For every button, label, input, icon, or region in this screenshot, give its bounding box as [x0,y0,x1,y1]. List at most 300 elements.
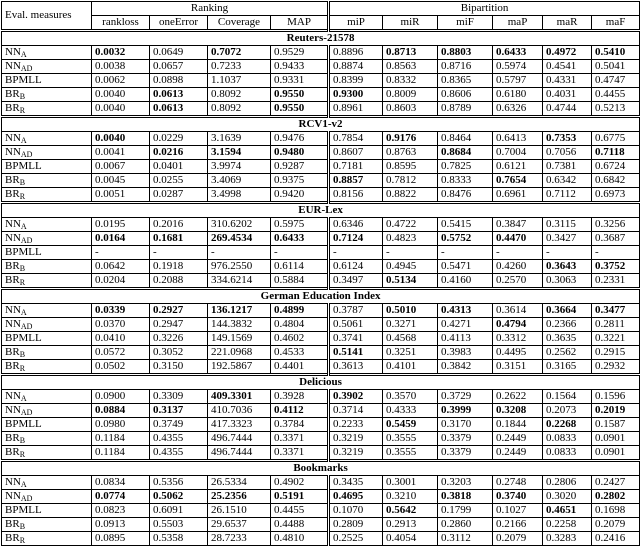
table-cell: 0.3221 [592,332,640,346]
table-cell: - [150,246,208,260]
table-row [2,532,640,546]
table-cell: 0.4313 [438,304,493,318]
table-cell: 976.2550 [208,260,271,274]
table-cell: 0.6180 [493,88,543,102]
table-cell: 0.7181 [329,160,383,174]
method-name: $NN_{AD}$ [2,318,92,332]
table-cell: 0.9287 [271,160,329,174]
table-cell: 0.7056 [543,146,592,160]
method-name: BPMLL [2,332,92,346]
table-cell: 0.8464 [438,132,493,146]
table-cell: 0.6433 [493,46,543,60]
table-cell: 0.3555 [383,432,438,446]
table-cell: 0.7353 [543,132,592,146]
table-row [2,274,640,289]
table-cell: 0.6961 [493,188,543,203]
column-header: miR [383,16,438,31]
table-cell: - [92,246,150,260]
table-row [2,46,640,60]
table-cell: 0.4455 [271,504,329,518]
dataset-name: Bookmarks [2,461,640,476]
table-cell: 0.8789 [438,102,493,117]
table-row [2,102,640,117]
table-cell: 0.8874 [329,60,383,74]
table-cell: 0.4972 [543,46,592,60]
column-header: miF [438,16,493,31]
table-cell: 0.3427 [543,232,592,246]
method-name: BPMLL [2,418,92,432]
table-cell: 0.4455 [592,88,640,102]
table-cell: 0.3741 [329,332,383,346]
table-cell: 0.4031 [543,88,592,102]
column-header: Coverage [208,16,271,31]
table-cell: 0.2622 [493,390,543,404]
table-cell: 0.0980 [92,418,150,432]
table-cell: 0.0884 [92,404,150,418]
table-cell: 3.4069 [208,174,271,188]
table-cell: 0.5134 [383,274,438,289]
table-cell: 0.6433 [271,232,329,246]
table-cell: 0.4804 [271,318,329,332]
method-name: $BR_B$ [2,518,92,532]
table-cell: 0.1681 [150,232,208,246]
table-cell: 0.0572 [92,346,150,360]
table-cell: 3.4998 [208,188,271,203]
table-cell: 0.5459 [383,418,438,432]
table-cell: 0.4902 [271,476,329,490]
table-cell: 0.3379 [438,432,493,446]
table-cell: 0.3001 [383,476,438,490]
table-cell: 0.3150 [150,360,208,375]
table-cell: 0.3983 [438,346,493,360]
table-row [2,476,640,490]
table-cell: 0.2927 [150,304,208,318]
table-cell: - [383,246,438,260]
table-cell: 0.4651 [543,504,592,518]
table-cell: 0.7124 [329,232,383,246]
table-cell: 0.9433 [271,60,329,74]
table-cell: 334.6214 [208,274,271,289]
table-cell: - [271,246,329,260]
table-cell: 0.8763 [383,146,438,160]
table-cell: 417.3323 [208,418,271,432]
table-cell: 0.4568 [383,332,438,346]
table-row [2,188,640,203]
dataset-name: EUR-Lex [2,203,640,218]
table-cell: 0.4355 [150,446,208,461]
table-cell: 0.8156 [329,188,383,203]
table-cell: 0.8803 [438,46,493,60]
table-cell: 0.3497 [329,274,383,289]
table-row [2,346,640,360]
table-cell: 3.1594 [208,146,271,160]
method-name: $BR_R$ [2,274,92,289]
table-cell: 0.3309 [150,390,208,404]
dataset-header-row [2,203,640,218]
table-cell: 0.1698 [592,504,640,518]
table-cell: 310.6202 [208,218,271,232]
table-row [2,304,640,318]
table-cell: 0.4401 [271,360,329,375]
table-cell: 0.1596 [592,390,640,404]
table-cell: 0.9176 [383,132,438,146]
table-cell: 136.1217 [208,304,271,318]
method-name: $BR_B$ [2,346,92,360]
table-cell: 0.2019 [592,404,640,418]
table-cell: 0.3203 [438,476,493,490]
table-cell: 0.0051 [92,188,150,203]
table-cell: 0.8332 [383,74,438,88]
table-row [2,504,640,518]
table-cell: 0.0040 [92,102,150,117]
table-row [2,490,640,504]
table-cell: 0.8961 [329,102,383,117]
table-cell: - [543,246,592,260]
table-cell: 0.8713 [383,46,438,60]
table-cell: 0.5061 [329,318,383,332]
table-cell: 0.3112 [438,532,493,546]
table-cell: 192.5867 [208,360,271,375]
table-cell: 0.7825 [438,160,493,174]
table-cell: 0.6413 [493,132,543,146]
table-cell: 26.5334 [208,476,271,490]
table-cell: 0.7112 [543,188,592,203]
table-row [2,246,640,260]
table-cell: 0.5141 [329,346,383,360]
table-cell: 0.3052 [150,346,208,360]
table-cell: 0.6091 [150,504,208,518]
table-cell: 0.2073 [543,404,592,418]
table-cell: 1.1037 [208,74,271,88]
table-cell: 0.7854 [329,132,383,146]
dataset-name: RCV1-v2 [2,117,640,132]
dataset-header-row [2,117,640,132]
table-cell: 0.2913 [383,518,438,532]
table-row [2,260,640,274]
table-cell: 0.4899 [271,304,329,318]
table-cell: 0.4470 [493,232,543,246]
table-cell: 0.8092 [208,102,271,117]
table-cell: 0.2079 [592,518,640,532]
table-cell: 0.2562 [543,346,592,360]
table-cell: 221.0968 [208,346,271,360]
table-cell: 0.8606 [438,88,493,102]
table-cell: 0.4810 [271,532,329,546]
method-name: BPMLL [2,160,92,174]
table-cell: 0.7812 [383,174,438,188]
table-cell: - [329,246,383,260]
table-cell: 25.2356 [208,490,271,504]
dataset-header-row [2,289,640,304]
table-cell: 0.3256 [592,218,640,232]
table-cell: 0.3435 [329,476,383,490]
table-row [2,232,640,246]
table-cell: 0.0774 [92,490,150,504]
table-cell: 0.8603 [383,102,438,117]
table-row [2,174,640,188]
table-cell: 0.5010 [383,304,438,318]
table-cell: 0.8896 [329,46,383,60]
table-row [2,160,640,174]
table-cell: 0.0045 [92,174,150,188]
table-cell: 0.3643 [543,260,592,274]
table-cell: 0.8684 [438,146,493,160]
table-cell: 0.0401 [150,160,208,174]
table-cell: - [208,246,271,260]
table-row [2,418,640,432]
table-cell: 0.7004 [493,146,543,160]
table-cell: 0.8822 [383,188,438,203]
column-header: oneError [150,16,208,31]
method-name: $NN_{AD}$ [2,404,92,418]
table-cell: 0.4271 [438,318,493,332]
table-cell: 0.3312 [493,332,543,346]
table-cell: 409.3301 [208,390,271,404]
dataset-header-row [2,31,640,46]
table-cell: 0.9529 [271,46,329,60]
table-cell: 0.0287 [150,188,208,203]
table-cell: 0.2416 [592,532,640,546]
table-cell: 0.3210 [383,490,438,504]
table-cell: 0.2449 [493,446,543,461]
method-name: $NN_{AD}$ [2,232,92,246]
table-cell: 0.2806 [543,476,592,490]
table-cell: 0.2802 [592,490,640,504]
table-cell: 0.0649 [150,46,208,60]
table-cell: 0.1799 [438,504,493,518]
table-cell: 0.4054 [383,532,438,546]
table-cell: 0.5471 [438,260,493,274]
table-cell: 0.2860 [438,518,493,532]
table-cell: 0.3902 [329,390,383,404]
table-cell: 0.1027 [493,504,543,518]
table-row [2,146,640,160]
table-cell: 0.3752 [592,260,640,274]
table-cell: 0.0195 [92,218,150,232]
table-cell: 0.0216 [150,146,208,160]
eval-measures-header: Eval. measures [2,2,92,31]
table-cell: 0.7381 [543,160,592,174]
table-cell: 410.7036 [208,404,271,418]
table-cell: 0.1587 [592,418,640,432]
table-cell: 0.3847 [493,218,543,232]
table-cell: 0.8476 [438,188,493,203]
table-cell: 0.0062 [92,74,150,88]
table-cell: 0.2366 [543,318,592,332]
table-cell: 0.4945 [383,260,438,274]
table-cell: 3.9974 [208,160,271,174]
method-name: $BR_B$ [2,88,92,102]
table-cell: - [592,246,640,260]
table-cell: 3.1639 [208,132,271,146]
table-cell: 0.4541 [543,60,592,74]
table-cell: 0.4533 [271,346,329,360]
table-cell: 0.2079 [493,532,543,546]
table-cell: 0.3219 [329,432,383,446]
table-cell: 0.0834 [92,476,150,490]
table-cell: 0.2947 [150,318,208,332]
table-cell: 0.0901 [592,446,640,461]
table-cell: 0.5213 [592,102,640,117]
table-cell: 0.2258 [543,518,592,532]
table-cell: 0.9550 [271,88,329,102]
table-cell: 0.2570 [493,274,543,289]
column-header: maP [493,16,543,31]
table-cell: 0.7072 [208,46,271,60]
table-cell: 0.3740 [493,490,543,504]
results-table [1,1,640,546]
table-cell: 0.3226 [150,332,208,346]
table-cell: 0.0833 [543,446,592,461]
table-cell: 0.4722 [383,218,438,232]
table-cell: 0.0255 [150,174,208,188]
column-header: rankloss [92,16,150,31]
table-cell: 26.1510 [208,504,271,518]
column-header: maF [592,16,640,31]
table-row [2,390,640,404]
table-cell: 0.0642 [92,260,150,274]
table-cell: 28.7233 [208,532,271,546]
table-cell: 0.6342 [543,174,592,188]
table-cell: 0.0040 [92,132,150,146]
table-cell: 0.3165 [543,360,592,375]
table-cell: 0.5975 [271,218,329,232]
table-cell: 0.3555 [383,446,438,461]
table-cell: 0.3477 [592,304,640,318]
table-row [2,432,640,446]
table-cell: 0.3379 [438,446,493,461]
table-cell: - [493,246,543,260]
table-cell: - [438,246,493,260]
dataset-header-row [2,375,640,390]
table-cell: 0.8595 [383,160,438,174]
table-cell: 0.6114 [271,260,329,274]
table-cell: 0.2811 [592,318,640,332]
table-cell: 0.5503 [150,518,208,532]
method-name: $NN_A$ [2,304,92,318]
table-cell: 0.0229 [150,132,208,146]
method-name: $BR_B$ [2,432,92,446]
table-row [2,218,640,232]
table-cell: 0.0913 [92,518,150,532]
table-cell: 0.6121 [493,160,543,174]
table-cell: 0.0164 [92,232,150,246]
method-name: $NN_A$ [2,218,92,232]
table-cell: 0.6124 [329,260,383,274]
table-cell: 0.8092 [208,88,271,102]
method-name: $NN_{AD}$ [2,146,92,160]
table-cell: 0.1184 [92,432,150,446]
method-name: $NN_A$ [2,476,92,490]
dataset-name: German Education Index [2,289,640,304]
table-cell: 0.0032 [92,46,150,60]
table-cell: 0.9375 [271,174,329,188]
table-cell: 0.0370 [92,318,150,332]
dataset-name: Reuters-21578 [2,31,640,46]
table-cell: 0.5974 [493,60,543,74]
table-cell: 496.7444 [208,432,271,446]
table-cell: 0.0204 [92,274,150,289]
table-cell: 0.3842 [438,360,493,375]
table-cell: 269.4534 [208,232,271,246]
table-cell: 0.9300 [329,88,383,102]
method-name: $NN_A$ [2,390,92,404]
table-cell: 0.3371 [271,432,329,446]
table-cell: 496.7444 [208,446,271,461]
table-cell: 0.2233 [329,418,383,432]
table-row [2,404,640,418]
table-cell: 0.3787 [329,304,383,318]
table-cell: 0.4331 [543,74,592,88]
table-cell: 0.6775 [592,132,640,146]
column-header: maR [543,16,592,31]
table-cell: 0.2915 [592,346,640,360]
table-cell: 0.2525 [329,532,383,546]
table-cell: 0.0038 [92,60,150,74]
table-cell: 149.1569 [208,332,271,346]
table-cell: 0.4695 [329,490,383,504]
table-cell: 0.4747 [592,74,640,88]
table-cell: 0.2809 [329,518,383,532]
table-cell: 0.0823 [92,504,150,518]
table-cell: 0.8857 [329,174,383,188]
table-cell: 0.2016 [150,218,208,232]
table-cell: 0.3063 [543,274,592,289]
table-row [2,318,640,332]
table-row [2,88,640,102]
table-cell: 0.6724 [592,160,640,174]
table-cell: 0.3283 [543,532,592,546]
method-name: BPMLL [2,504,92,518]
table-cell: 0.8716 [438,60,493,74]
table-cell: 0.7233 [208,60,271,74]
table-cell: 0.5041 [592,60,640,74]
table-cell: 0.5410 [592,46,640,60]
table-cell: 0.0410 [92,332,150,346]
table-cell: 0.0613 [150,102,208,117]
method-name: $NN_{AD}$ [2,60,92,74]
table-cell: 0.3208 [493,404,543,418]
table-cell: 0.4823 [383,232,438,246]
table-cell: 0.3570 [383,390,438,404]
table-cell: 0.3115 [543,218,592,232]
table-cell: 0.4355 [150,432,208,446]
method-name: $NN_A$ [2,46,92,60]
table-cell: 0.0900 [92,390,150,404]
table-cell: 0.1844 [493,418,543,432]
table-cell: 0.6842 [592,174,640,188]
table-cell: 0.0898 [150,74,208,88]
table-cell: 0.3219 [329,446,383,461]
table-cell: 29.6537 [208,518,271,532]
table-cell: 0.3151 [493,360,543,375]
table-cell: 0.3613 [329,360,383,375]
table-cell: 0.0895 [92,532,150,546]
table-cell: 0.3170 [438,418,493,432]
table-cell: 0.5884 [271,274,329,289]
table-cell: 0.1184 [92,446,150,461]
table-cell: 0.8607 [329,146,383,160]
table-cell: 0.9331 [271,74,329,88]
table-cell: 0.2166 [493,518,543,532]
method-name: BPMLL [2,246,92,260]
table-cell: 0.3371 [271,446,329,461]
ranking-group-header: Ranking [92,2,329,16]
table-cell: 0.0657 [150,60,208,74]
table-cell: 0.3928 [271,390,329,404]
table-cell: 0.2268 [543,418,592,432]
table-cell: 0.0041 [92,146,150,160]
